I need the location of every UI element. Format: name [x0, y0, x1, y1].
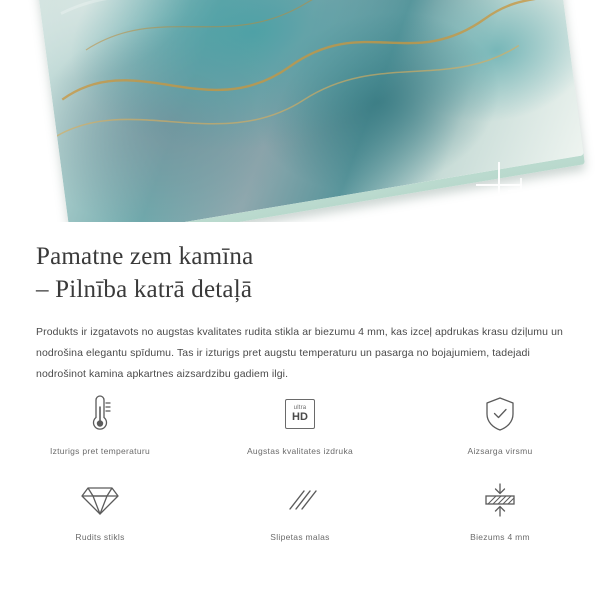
- feature-label: Rudits stikls: [75, 532, 125, 542]
- description-paragraph: Produkts ir izgatavots no augstas kvalitates rudita stikla ar biezumu 4 mm, kas izceļ apdrukas krasu dziļumu un nodrošina elegantu spīdumu. Tas ir izturigs pret augstu temperaturu un pasarga no bojajumiem, tadejadi nodrošinot kamina apkartnes aizsardzibu gadiem ilgi.: [36, 326, 563, 380]
- feature-label: Slipetas malas: [270, 532, 330, 542]
- thickness-icon: [480, 478, 520, 522]
- ultra-hd-badge-bottom: HD: [292, 411, 308, 423]
- diamond-icon: [80, 478, 120, 522]
- page-title-line-2: – Pilnība katrā detaļā: [36, 276, 253, 303]
- hero-image: [0, 0, 600, 222]
- glass-panel: [20, 0, 585, 222]
- page-title: [36, 222, 564, 306]
- feature-item: [400, 392, 600, 456]
- page-title-line-1: Pamatne zem kamīna: [36, 243, 254, 270]
- thermometer-icon: [82, 392, 118, 436]
- feature-grid: [0, 392, 600, 542]
- sparkle-icon: [508, 178, 534, 204]
- feature-item: [0, 478, 200, 542]
- feature-item: [200, 478, 400, 542]
- feature-label: Augstas kvalitates izdruka: [246, 446, 354, 456]
- feature-label: Aizsarga virsmu: [467, 446, 533, 456]
- white-swirls: [20, 0, 584, 222]
- feature-item: [400, 478, 600, 542]
- glass-panel-face: [20, 0, 584, 222]
- feature-label: Biezums 4 mm: [470, 532, 530, 542]
- feature-item: [200, 392, 400, 456]
- feature-item: [0, 392, 200, 456]
- feature-label: Izturigs pret temperaturu: [49, 446, 151, 456]
- text-block: [0, 222, 600, 385]
- ultra-hd-badge-top: ultra: [293, 405, 307, 411]
- polished-edges-icon: [280, 478, 320, 522]
- shield-check-icon: [483, 392, 517, 436]
- ultra-hd-icon: [285, 392, 315, 436]
